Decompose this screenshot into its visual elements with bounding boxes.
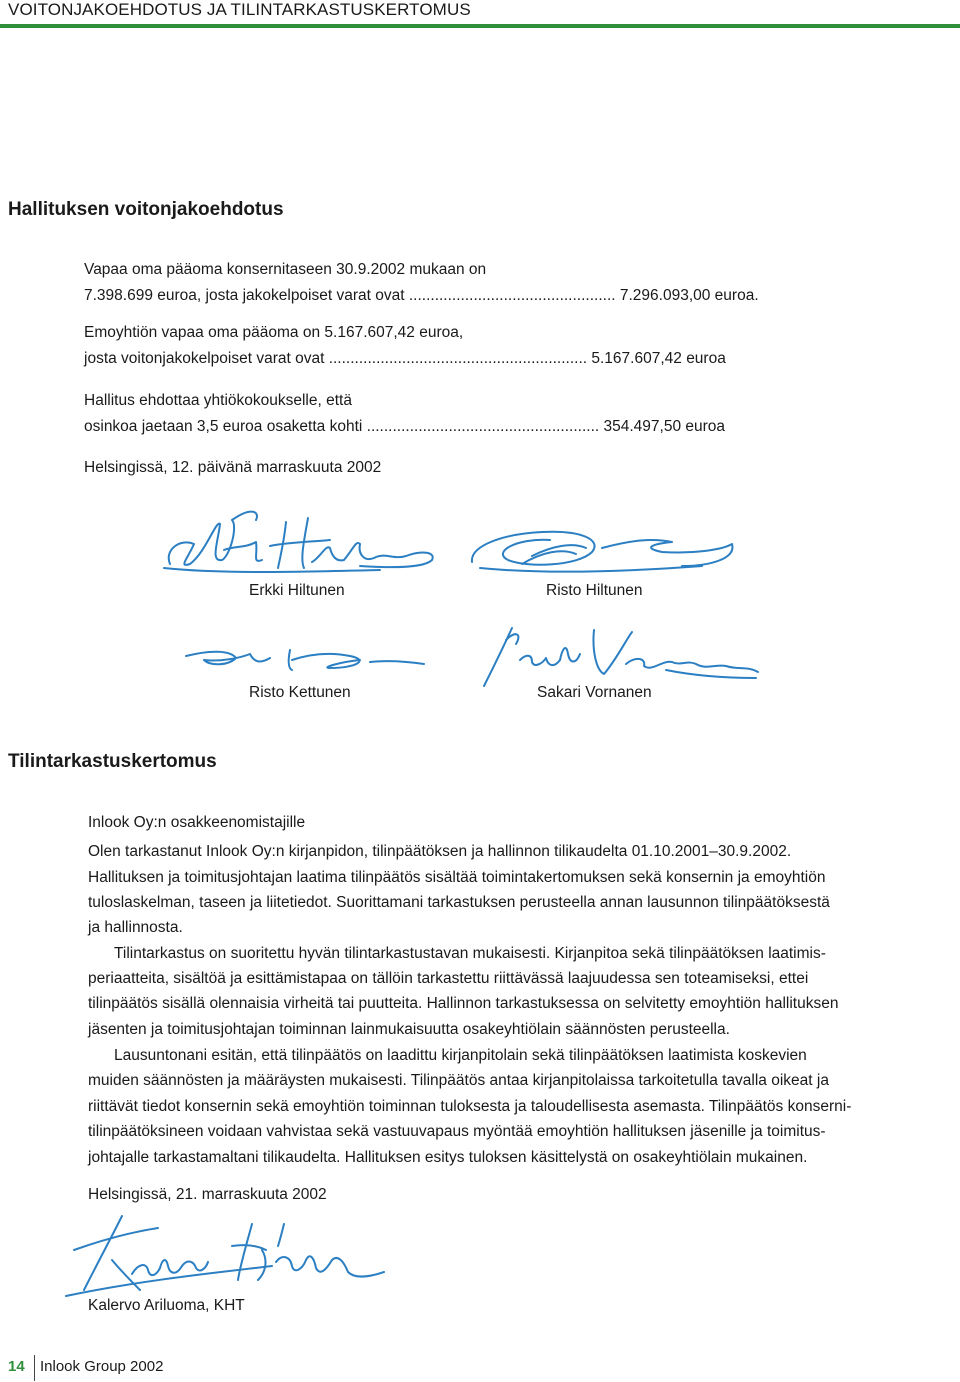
page-header-title: VOITONJAKOEHDOTUS JA TILINTARKASTUSKERTOMUS xyxy=(8,0,471,19)
header-rule xyxy=(0,24,960,28)
proposal-heading: Hallituksen voitonjakoehdotus xyxy=(8,199,284,220)
signature-risto-kettunen xyxy=(180,640,430,680)
audit-line: Hallituksen ja toimitusjohtajan laatima tilinpäätös sisältää toimintakertomuksen sekä konsernin ja emoyhtiön xyxy=(88,869,826,886)
proposal-line: josta voitonjakokelpoiset varat ovat ............................................................ 5.167.607,42 euroa xyxy=(84,350,726,367)
audit-line: tuloslaskelman, taseen ja liitetiedot. Suorittamani tarkastuksen perusteella annan lausunnon tilinpäätöksestä xyxy=(88,894,830,911)
audit-line: jäsenten ja toimitusjohtajan toiminnan lainmukaisuutta osakeyhtiölain säännösten perusteella. xyxy=(88,1021,730,1038)
signature-sakari-vornanen xyxy=(476,620,766,690)
proposal-line: Hallitus ehdottaa yhtiökokoukselle, että xyxy=(84,392,352,409)
footer-publication: Inlook Group 2002 xyxy=(40,1358,164,1375)
signature-kalervo-ariluoma xyxy=(62,1210,392,1300)
audit-line: riittävät tiedot konsernin sekä emoyhtiön toiminnan tuloksesta ja taloudellisesta asemasta. Tilinpäätös konserni- xyxy=(88,1098,852,1115)
footer-divider xyxy=(34,1355,35,1381)
audit-place-date: Helsingissä, 21. marraskuuta 2002 xyxy=(88,1186,327,1203)
audit-heading: Tilintarkastuskertomus xyxy=(8,751,217,772)
audit-line: periaatteita, sisältöä ja esittämistapaa on tällöin tarkastettu riittävässä laajuudessa sen toteamiseksi, ettei xyxy=(88,970,809,987)
proposal-line: Emoyhtiön vapaa oma pääoma on 5.167.607,42 euroa, xyxy=(84,324,464,341)
page-number: 14 xyxy=(8,1358,25,1375)
auditor-name: Kalervo Ariluoma, KHT xyxy=(88,1297,245,1314)
signatory-name: Risto Kettunen xyxy=(249,684,351,701)
audit-line: Lausuntonani esitän, että tilinpäätös on laadittu kirjanpitolain sekä tilinpäätöksen laatimista koskevien xyxy=(114,1047,807,1064)
proposal-line: Vapaa oma pääoma konsernitaseen 30.9.2002 mukaan on xyxy=(84,261,487,278)
proposal-line: osinkoa jaetaan 3,5 euroa osaketta kohti ...................................................... 354.497,50 euroa xyxy=(84,418,726,435)
audit-line: Tilintarkastus on suoritettu hyvän tilintarkastustavan mukaisesti. Kirjanpitoa sekä tilinpäätöksen laatimis- xyxy=(114,945,826,962)
audit-line: ja hallinnosta. xyxy=(88,919,183,936)
proposal-place-date: Helsingissä, 12. päivänä marraskuuta 2002 xyxy=(84,459,382,476)
signature-risto-hiltunen xyxy=(462,518,762,578)
signatory-name: Sakari Vornanen xyxy=(537,684,652,701)
signatory-name: Risto Hiltunen xyxy=(546,582,643,599)
audit-line: johtajalle tarkastamaltani tilikaudelta. Hallituksen esitys tuloksen käsittelystä on osakeyhtiölain mukainen. xyxy=(88,1149,808,1166)
proposal-line: 7.398.699 euroa, josta jakokelpoiset varat ovat ................................................ 7.296.093,00 euroa. xyxy=(84,287,759,304)
audit-line: tilinpäätös sisällä olennaisia virheitä tai puutteita. Hallinnon tarkastuksessa on selvitetty emoyhtiön hallituksen xyxy=(88,995,839,1012)
signatory-name: Erkki Hiltunen xyxy=(249,582,345,599)
audit-line: muiden säännösten ja määräysten mukaisesti. Tilinpäätös antaa kirjanpitolaissa tarkoitetulla tavalla oikeat ja xyxy=(88,1072,829,1089)
audit-line: Olen tarkastanut Inlook Oy:n kirjanpidon, tilinpäätöksen ja hallinnon tilikaudelta 01.10.2001–30.9.2002. xyxy=(88,843,792,860)
audit-line: tilinpäätöksineen voidaan vahvistaa sekä vastuuvapaus myöntää emoyhtiön hallituksen jäsenille ja toimitus- xyxy=(88,1123,826,1140)
audit-addressee: Inlook Oy:n osakkeenomistajille xyxy=(88,814,306,831)
signature-erkki-hiltunen xyxy=(160,502,440,582)
